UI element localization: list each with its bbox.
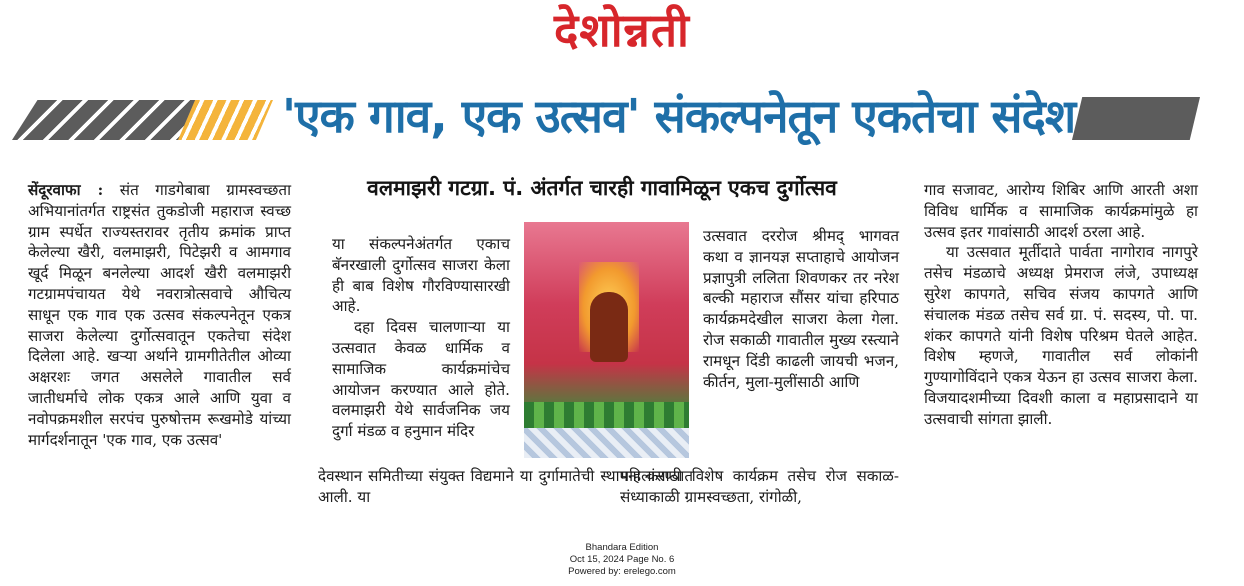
article-subheadline: वलमाझरी गटग्रा. पं. अंतर्गत चारही गावामिळून एकच दुर्गोत्सव — [367, 176, 837, 200]
column-3-paragraph-2: महिलांसाठी विशेष कार्यक्रम तसेच रोज सकाळ-संध्याकाळी ग्रामस्वच्छता, रांगोळी, — [620, 467, 899, 506]
column-2-paragraph-1: या संकल्पनेअंतर्गत एकाच बॅनरखाली दुर्गोत्सव साजरा केला ही बाब विशेष गौरविण्यासारखी आहे. — [332, 235, 510, 316]
article-column-4 — [924, 180, 1198, 430]
photo-altar-cloth — [524, 428, 689, 458]
article-column-3 — [703, 226, 899, 392]
column-1-paragraph: संत गाडगेबाबा ग्रामस्वच्छता अभियानांतर्गत राष्ट्रसंत तुकडोजी महाराज स्वच्छ ग्राम स्पर्धेत राज्यस्तरावर तृतीय क्रमांक प्राप्त केलेल्या खैरी, वलमाझरी, पिटेझरी व आमगाव खूर्द मिळून बनलेल्या आदर्श खैरी वलमाझरी गटग्रामपंचायत येथे नवरात्रोत्सवाचे औचित्य साधून एक गाव एक उत्सव संकल्पनेतून एकत्र साजरा केलेल्या दुर्गोत्सवातून एकतेचा संदेश दिलेला आहे. खऱ्या अर्थाने ग्रामगीतेतील ओव्या अक्षरशः जगत असलेले गावातील सर्व जातीधर्माचे लोक एकत्र आले आणि युवा व नवोपक्रमशील सरपंच पुरुषोत्तम रूखमोडे यांच्या मार्गदर्शनातून 'एक गाव, एक उत्सव' — [28, 181, 291, 449]
column-4-paragraph-2: या उत्सवात मूर्तीदाते पार्वता नागोराव नागपुरे तसेच मंडळाचे अध्यक्ष प्रेमराज लंजे, उपाध्यक्ष सुरेश कापगते, सचिव संजय कापगते आणि संचालक मंडळ तसेच सर्व ग्रा. पं. सदस्य, पो. पा. शंकर कापगते यांनी विशेष परिश्रम घेतले आहेत. विशेष म्हणजे, गावातील सर्व लोकांनी गुण्यागोविंदाने एकत्र येऊन हा उत्सव साजरा केला. विजयादशमीच्या दिवशी काला व महाप्रसादाने या उत्सवाची सांगता झाली. — [924, 243, 1198, 428]
article-column-1 — [28, 180, 291, 450]
column-2-paragraph-3: देवस्थान समितीच्या संयुक्त विद्यमाने या दुर्गामातेची स्थापना करण्यात आली. या — [318, 467, 693, 506]
article-headline: 'एक गाव, एक उत्सव' संकल्पनेतून एकतेचा संदेश — [282, 89, 1076, 143]
column-2-paragraph-2: दहा दिवस चालणाऱ्या या उत्सवात केवळ धार्मिक व सामाजिक कार्यक्रमांचेच आयोजन करण्यात आले होते. वलमाझरी येथे सार्वजनिक जय दुर्गा मंडळ व हनुमान मंदिर — [332, 318, 510, 441]
article-column-2 — [332, 234, 510, 442]
column-3-paragraph-1: उत्सवात दररोज श्रीमद् भागवत कथा व ज्ञानयज्ञ सप्ताहाचे आयोजन प्रज्ञापुत्री ललिता शिवणकर तर नरेश बल्की महाराज सौंसर यांचा हरिपाठ कार्यक्रमदेखील साजरा केला गेला. रोज सकाळी गावातील मुख्य रस्त्याने रामधून दिंडी काढली जायची भजन, कीर्तन, मुला-मुलींसाठी आणि — [703, 227, 899, 391]
powered-by-link[interactable]: Powered by: erelego.com — [568, 566, 676, 577]
column-4-paragraph-1: गाव सजावट, आरोग्य शिबिर आणि आरती अशा विविध धार्मिक व सामाजिक कार्यक्रमांमुळे हा उत्सव इतर गावांसाठी आदर्श ठरला आहे. — [924, 181, 1198, 241]
headline-stripe-right — [1072, 97, 1200, 140]
edition-name: Bhandara Edition — [585, 542, 659, 553]
durga-idol-photo — [524, 222, 689, 458]
photo-deity-figure — [590, 292, 628, 362]
edition-footer — [0, 542, 1244, 578]
dateline: सेंदूरवाफा : — [28, 181, 104, 199]
edition-date-page: Oct 15, 2024 Page No. 6 — [569, 554, 675, 565]
article-column-3-continued — [620, 466, 899, 508]
newspaper-masthead: देशोन्नती — [554, 3, 690, 57]
